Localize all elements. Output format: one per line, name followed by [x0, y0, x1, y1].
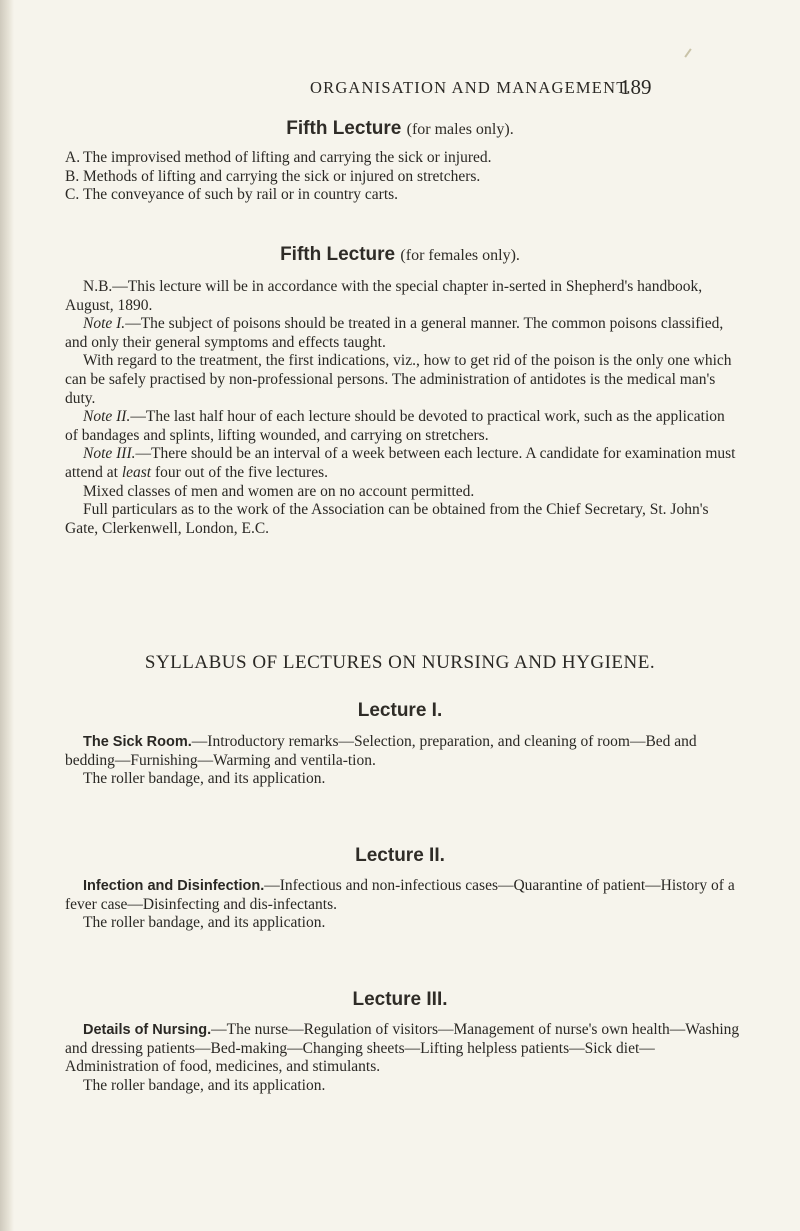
lecture-topic: The Sick Room.: [83, 734, 192, 750]
lecture-text: —The nurse—Regulation of visitors—Management of nurse's own health—Washing and dressing patients—Bed-making—Changing sheets—Lifting helpless patients—Sick diet—Administration of food, medicines, and stimulants.: [65, 1021, 740, 1076]
lecture-text: —Introductory remarks—Selection, preparation, and cleaning of room—Bed and bedding—Furnishing—Warming and ventila-tion.: [65, 733, 697, 769]
page-number: 189: [620, 75, 652, 99]
note-label: Note I.: [83, 315, 126, 333]
fifth-lecture-females-notes: [65, 278, 740, 538]
ink-mark: [684, 48, 691, 57]
lecture-topic: Infection and Disinfection.: [83, 878, 265, 894]
fifth-lecture-males-list: [65, 149, 740, 205]
note-2-paragraph: [65, 408, 740, 445]
list-item: [65, 168, 740, 187]
note-1-paragraph: [65, 315, 740, 352]
lecture-text: —Infectious and non-infectious cases—Quarantine of patient—History of a fever case—Disinfecting and dis-infectants.: [65, 877, 735, 913]
roller-bandage-line: The roller bandage, and its application.: [83, 770, 326, 788]
list-item: [65, 186, 740, 205]
note-label: Note II.: [83, 408, 131, 426]
treatment-paragraph: With regard to the treatment, the first indications, viz., how to get rid of the poison is the only one which can be safely practised by non-professional persons. The administration of antidotes is the medical man's duty.: [65, 352, 732, 407]
running-head-title: ORGANISATION AND MANAGEMENT.: [310, 78, 632, 97]
note-label: Note III.: [83, 445, 136, 463]
lecture-1-body: [65, 733, 740, 789]
emphasis: least: [121, 463, 152, 481]
heading-text: Fifth Lecture: [280, 244, 396, 265]
heading-qualifier: (for males only).: [406, 121, 514, 138]
lecture-3-heading: Lecture III.: [352, 989, 448, 1010]
page-binding-edge: [0, 0, 14, 1231]
note-3-paragraph: [65, 445, 740, 482]
particulars-paragraph: Full particulars as to the work of the Association can be obtained from the Chief Secretary, St. John's Gate, Clerkenwell, London, E.C.: [65, 501, 709, 537]
lecture-paragraph: [65, 877, 740, 914]
nb-paragraph: N.B.—This lecture will be in accordance with the special chapter in-serted in Shepherd's handbook, August, 1890.: [65, 278, 703, 314]
heading-text: Fifth Lecture: [286, 118, 402, 139]
list-letter: A.: [65, 149, 81, 166]
fifth-lecture-females-heading: [0, 244, 800, 266]
list-letter: B.: [65, 167, 80, 185]
roller-bandage-line: The roller bandage, and its application.: [83, 914, 326, 932]
heading-qualifier: (for females only).: [400, 247, 520, 264]
lecture-2-heading: Lecture II.: [355, 845, 445, 866]
lecture-paragraph: [65, 733, 740, 770]
lecture-topic: Details of Nursing.: [83, 1022, 212, 1038]
lecture-paragraph: [65, 1021, 740, 1077]
lecture-3-body: [65, 1021, 740, 1095]
note-text: —The subject of poisons should be treated in a general manner. The common poisons classified, and only their general symptoms and effects taught.: [65, 315, 724, 351]
list-letter: C.: [65, 186, 80, 204]
lecture-1-heading: Lecture I.: [357, 700, 443, 721]
note-text: —There should be an interval of a week between each lecture. A candidate for examination must attend at: [65, 445, 736, 481]
syllabus-title: SYLLABUS OF LECTURES ON NURSING AND HYGIENE.: [144, 652, 656, 673]
note-text: four out of the five lectures.: [151, 463, 328, 481]
roller-bandage-line: The roller bandage, and its application.: [83, 1076, 326, 1094]
fifth-lecture-males-heading: [0, 118, 800, 140]
lecture-2-body: [65, 877, 740, 933]
list-item: [65, 149, 740, 168]
note-text: —The last half hour of each lecture should be devoted to practical work, such as the application of bandages and splints, lifting wounded, and carrying on stretchers.: [65, 408, 725, 444]
list-text: Methods of lifting and carrying the sick or injured on stretchers.: [83, 167, 481, 185]
list-text: The conveyance of such by rail or in country carts.: [83, 186, 399, 204]
mixed-classes-paragraph: Mixed classes of men and women are on no account permitted.: [83, 482, 475, 500]
list-text: The improvised method of lifting and carrying the sick or injured.: [83, 149, 492, 166]
running-head: [0, 75, 800, 106]
